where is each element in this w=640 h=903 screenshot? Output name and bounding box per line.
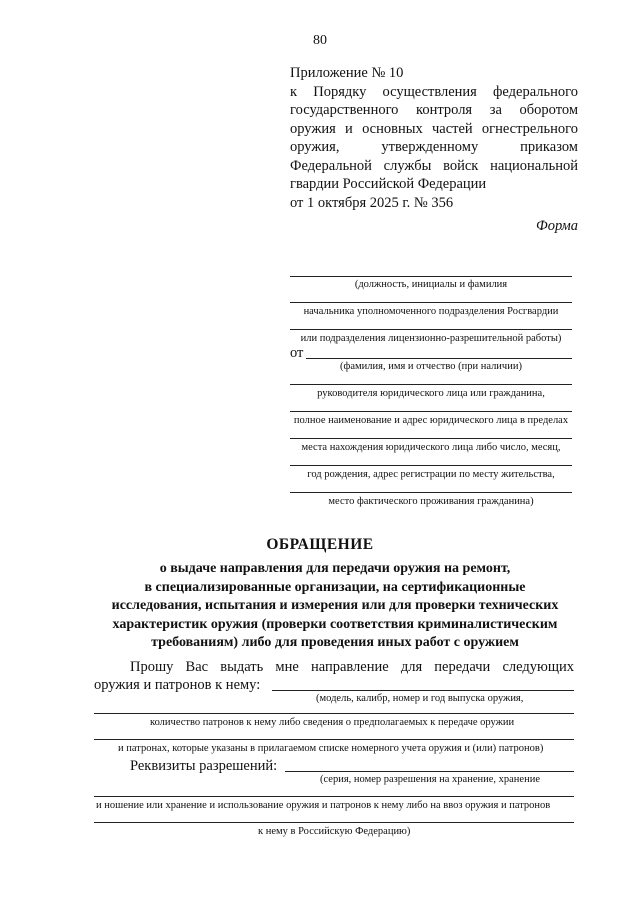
field-caption: или подразделения лицензионно-разрешительной работы)	[300, 333, 562, 344]
addressee-block	[290, 0, 572, 903]
appendix-order: от 1 октября 2025 г. № 356	[290, 194, 454, 211]
fill-line	[272, 690, 574, 691]
field-caption: и патронах, которые указаны в прилагаемом списке номерного учета оружия и (или) патронов)	[118, 743, 544, 754]
field-caption: год рождения, адрес регистрации по месту жительства,	[307, 469, 555, 480]
subtitle-line: характеристик оружия (проверки соответствия криминалистическим	[112, 616, 558, 632]
request-paragraph: Прошу Вас выдать мне направление для передачи следующих	[130, 659, 574, 675]
request-line-2: оружия и патронов к нему:	[94, 677, 261, 693]
appendix-line: оружия, утвержденному приказом	[290, 139, 578, 155]
fill-line	[94, 796, 574, 797]
field-caption: полное наименование и адрес юридического лица в пределах	[293, 415, 569, 426]
page-number: 80	[313, 33, 327, 48]
appendix-line: гвардии Российской Федерации	[290, 176, 487, 192]
field-caption: (модель, калибр, номер и год выпуска оружия,	[316, 693, 524, 704]
field-caption: (фамилия, имя и отчество (при наличии)	[340, 361, 522, 372]
subtitle-line: в специализированные организации, на сертификационные	[144, 579, 526, 595]
document-title: ОБРАЩЕНИЕ	[266, 536, 374, 553]
field-caption: места нахождения юридического лица либо число, месяц,	[301, 442, 561, 453]
appendix-line: Федеральной службы войск национальной	[290, 157, 578, 174]
appendix-line: оружия и основных частей огнестрельного	[290, 120, 578, 137]
fill-line	[290, 492, 572, 493]
document-subtitle	[80, 560, 590, 653]
form-label: Форма	[536, 218, 578, 234]
fill-line	[94, 822, 574, 823]
fill-line	[290, 411, 572, 412]
fill-line	[290, 276, 572, 277]
field-caption: (серия, номер разрешения на хранение, хранение	[320, 774, 540, 785]
fill-line	[290, 438, 572, 439]
field-caption: начальника уполномоченного подразделения Росгвардии	[303, 306, 559, 317]
fill-line	[290, 329, 572, 330]
fill-line	[290, 465, 572, 466]
appendix-title: Приложение № 10	[290, 65, 404, 81]
subtitle-line: исследования, испытания и измерения или для проверки технических	[111, 598, 559, 613]
field-caption: количество патронов к нему либо сведения о предполагаемых к передаче оружии	[150, 717, 515, 728]
from-label: от	[290, 345, 304, 361]
field-caption: руководителя юридического лица или гражданина,	[317, 388, 545, 399]
fill-line	[285, 771, 574, 772]
fill-line	[94, 713, 574, 714]
field-caption: и ношение или хранение и использование оружия и патронов к нему либо на ввоз оружия и патронов	[96, 800, 551, 811]
fill-line	[290, 302, 572, 303]
fill-line	[290, 384, 572, 385]
field-caption: (должность, инициалы и фамилия	[354, 279, 508, 290]
subtitle-line: требованиям) либо для проведения иных работ с оружием	[151, 635, 519, 650]
from-fill-line	[306, 358, 572, 359]
fill-line	[94, 739, 574, 740]
permits-label: Реквизиты разрешений:	[130, 758, 278, 774]
field-caption: к нему в Российскую Федерацию)	[258, 826, 411, 837]
field-caption: место фактического проживания гражданина)	[328, 496, 534, 507]
appendix-line: к Порядку осуществления федерального	[290, 83, 578, 100]
appendix-line: государственного контроля за оборотом	[290, 102, 578, 118]
subtitle-line: о выдаче направления для передачи оружия на ремонт,	[159, 561, 511, 576]
